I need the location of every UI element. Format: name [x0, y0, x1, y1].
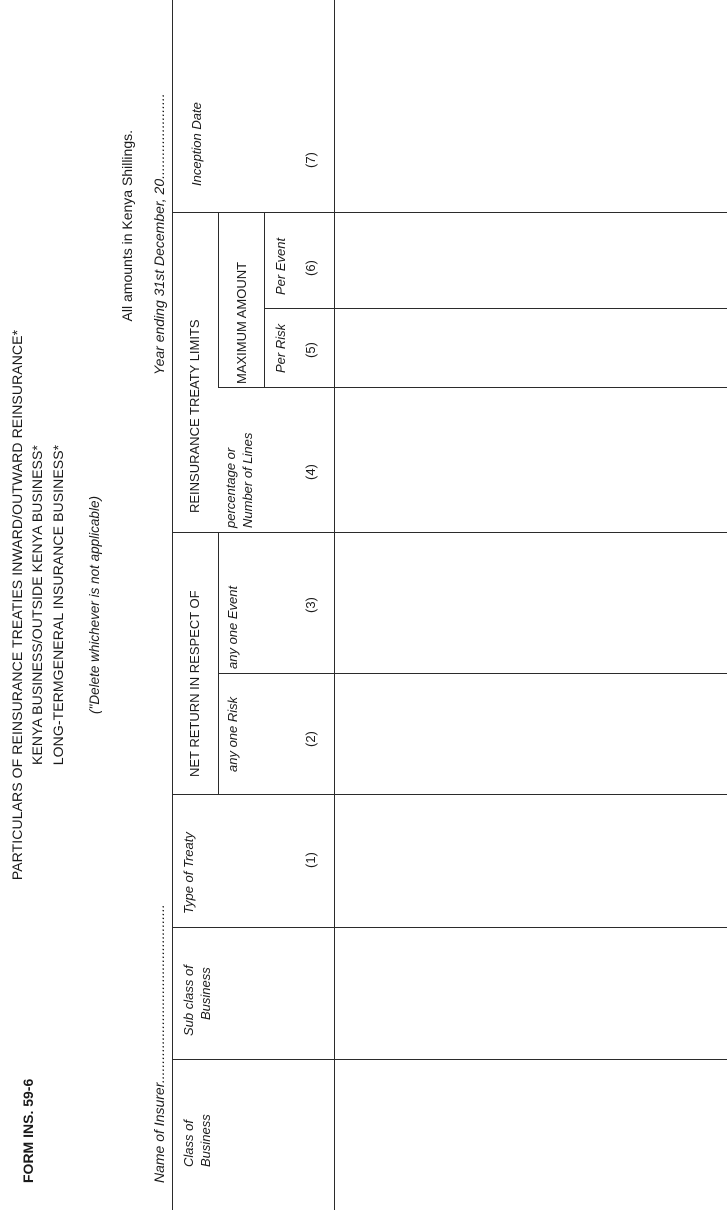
year-ending-field: Year ending 31st December, 20...................... — [151, 93, 167, 375]
col-border-7 — [264, 308, 727, 309]
form-title-line-1: PARTICULARS OF REINSURANCE TREATIES INWARD/OUTWARD REINSURANCE* — [9, 329, 25, 881]
col-any-one-risk-number: (2) — [303, 731, 318, 747]
max-amount-subheader-line — [264, 212, 265, 388]
col-per-event: Per Event — [273, 237, 288, 295]
col-per-event-number: (6) — [303, 260, 318, 276]
treaty-limits-group-header: REINSURANCE TREATY LIMITS — [187, 319, 202, 513]
col-percentage-line-2: Number of Lines — [240, 432, 255, 528]
col-any-one-risk: any one Risk — [225, 696, 240, 772]
col-type-of-treaty-number: (1) — [303, 852, 318, 868]
col-border-2 — [172, 927, 727, 928]
col-inception-date: Inception Date — [189, 102, 204, 186]
col-border-4 — [218, 673, 727, 674]
currency-note-row — [119, 0, 135, 1210]
net-return-subheader-line — [218, 532, 219, 795]
net-return-group-header: NET RETURN IN RESPECT OF — [187, 590, 202, 777]
name-of-insurer-field: Name of Insurer.............................................. — [151, 904, 167, 1183]
col-class-of-business-line-2: Business — [198, 1114, 213, 1167]
col-sub-class-line-2: Business — [198, 967, 213, 1020]
col-border-3 — [172, 794, 727, 795]
col-border-6 — [218, 387, 727, 388]
col-percentage-line-1: percentage or — [223, 447, 238, 528]
delete-note: ("Delete whichever is not applicable) — [87, 496, 102, 714]
col-border-1 — [172, 1059, 727, 1060]
form-title-line-2: KENYA BUSINESS/OUTSIDE KENYA BUSINESS* — [29, 445, 45, 765]
table-top-border — [172, 0, 173, 1210]
col-per-risk-number: (5) — [303, 342, 318, 358]
form-title-line-3: LONG-TERMGENERAL INSURANCE BUSINESS* — [50, 444, 66, 766]
col-percentage-number: (4) — [303, 464, 318, 480]
table-header-bottom-border — [334, 0, 335, 1210]
currency-note: All amounts in Kenya Shillings. — [119, 130, 135, 322]
col-type-of-treaty: Type of Treaty — [181, 832, 196, 914]
col-class-of-business-line-1: Class of — [181, 1120, 196, 1167]
col-border-8 — [172, 212, 727, 213]
treaty-limits-subheader-line — [218, 212, 219, 388]
max-amount-group-header: MAXIMUM AMOUNT — [234, 261, 249, 384]
col-inception-date-number: (7) — [303, 152, 318, 168]
form-id: FORM INS. 59-6 — [20, 1078, 36, 1183]
col-any-one-event-number: (3) — [303, 597, 318, 613]
col-per-risk: Per Risk — [273, 323, 288, 373]
col-any-one-event: any one Event — [225, 585, 240, 669]
col-border-5 — [172, 532, 727, 533]
col-sub-class-line-1: Sub class of — [181, 965, 196, 1036]
